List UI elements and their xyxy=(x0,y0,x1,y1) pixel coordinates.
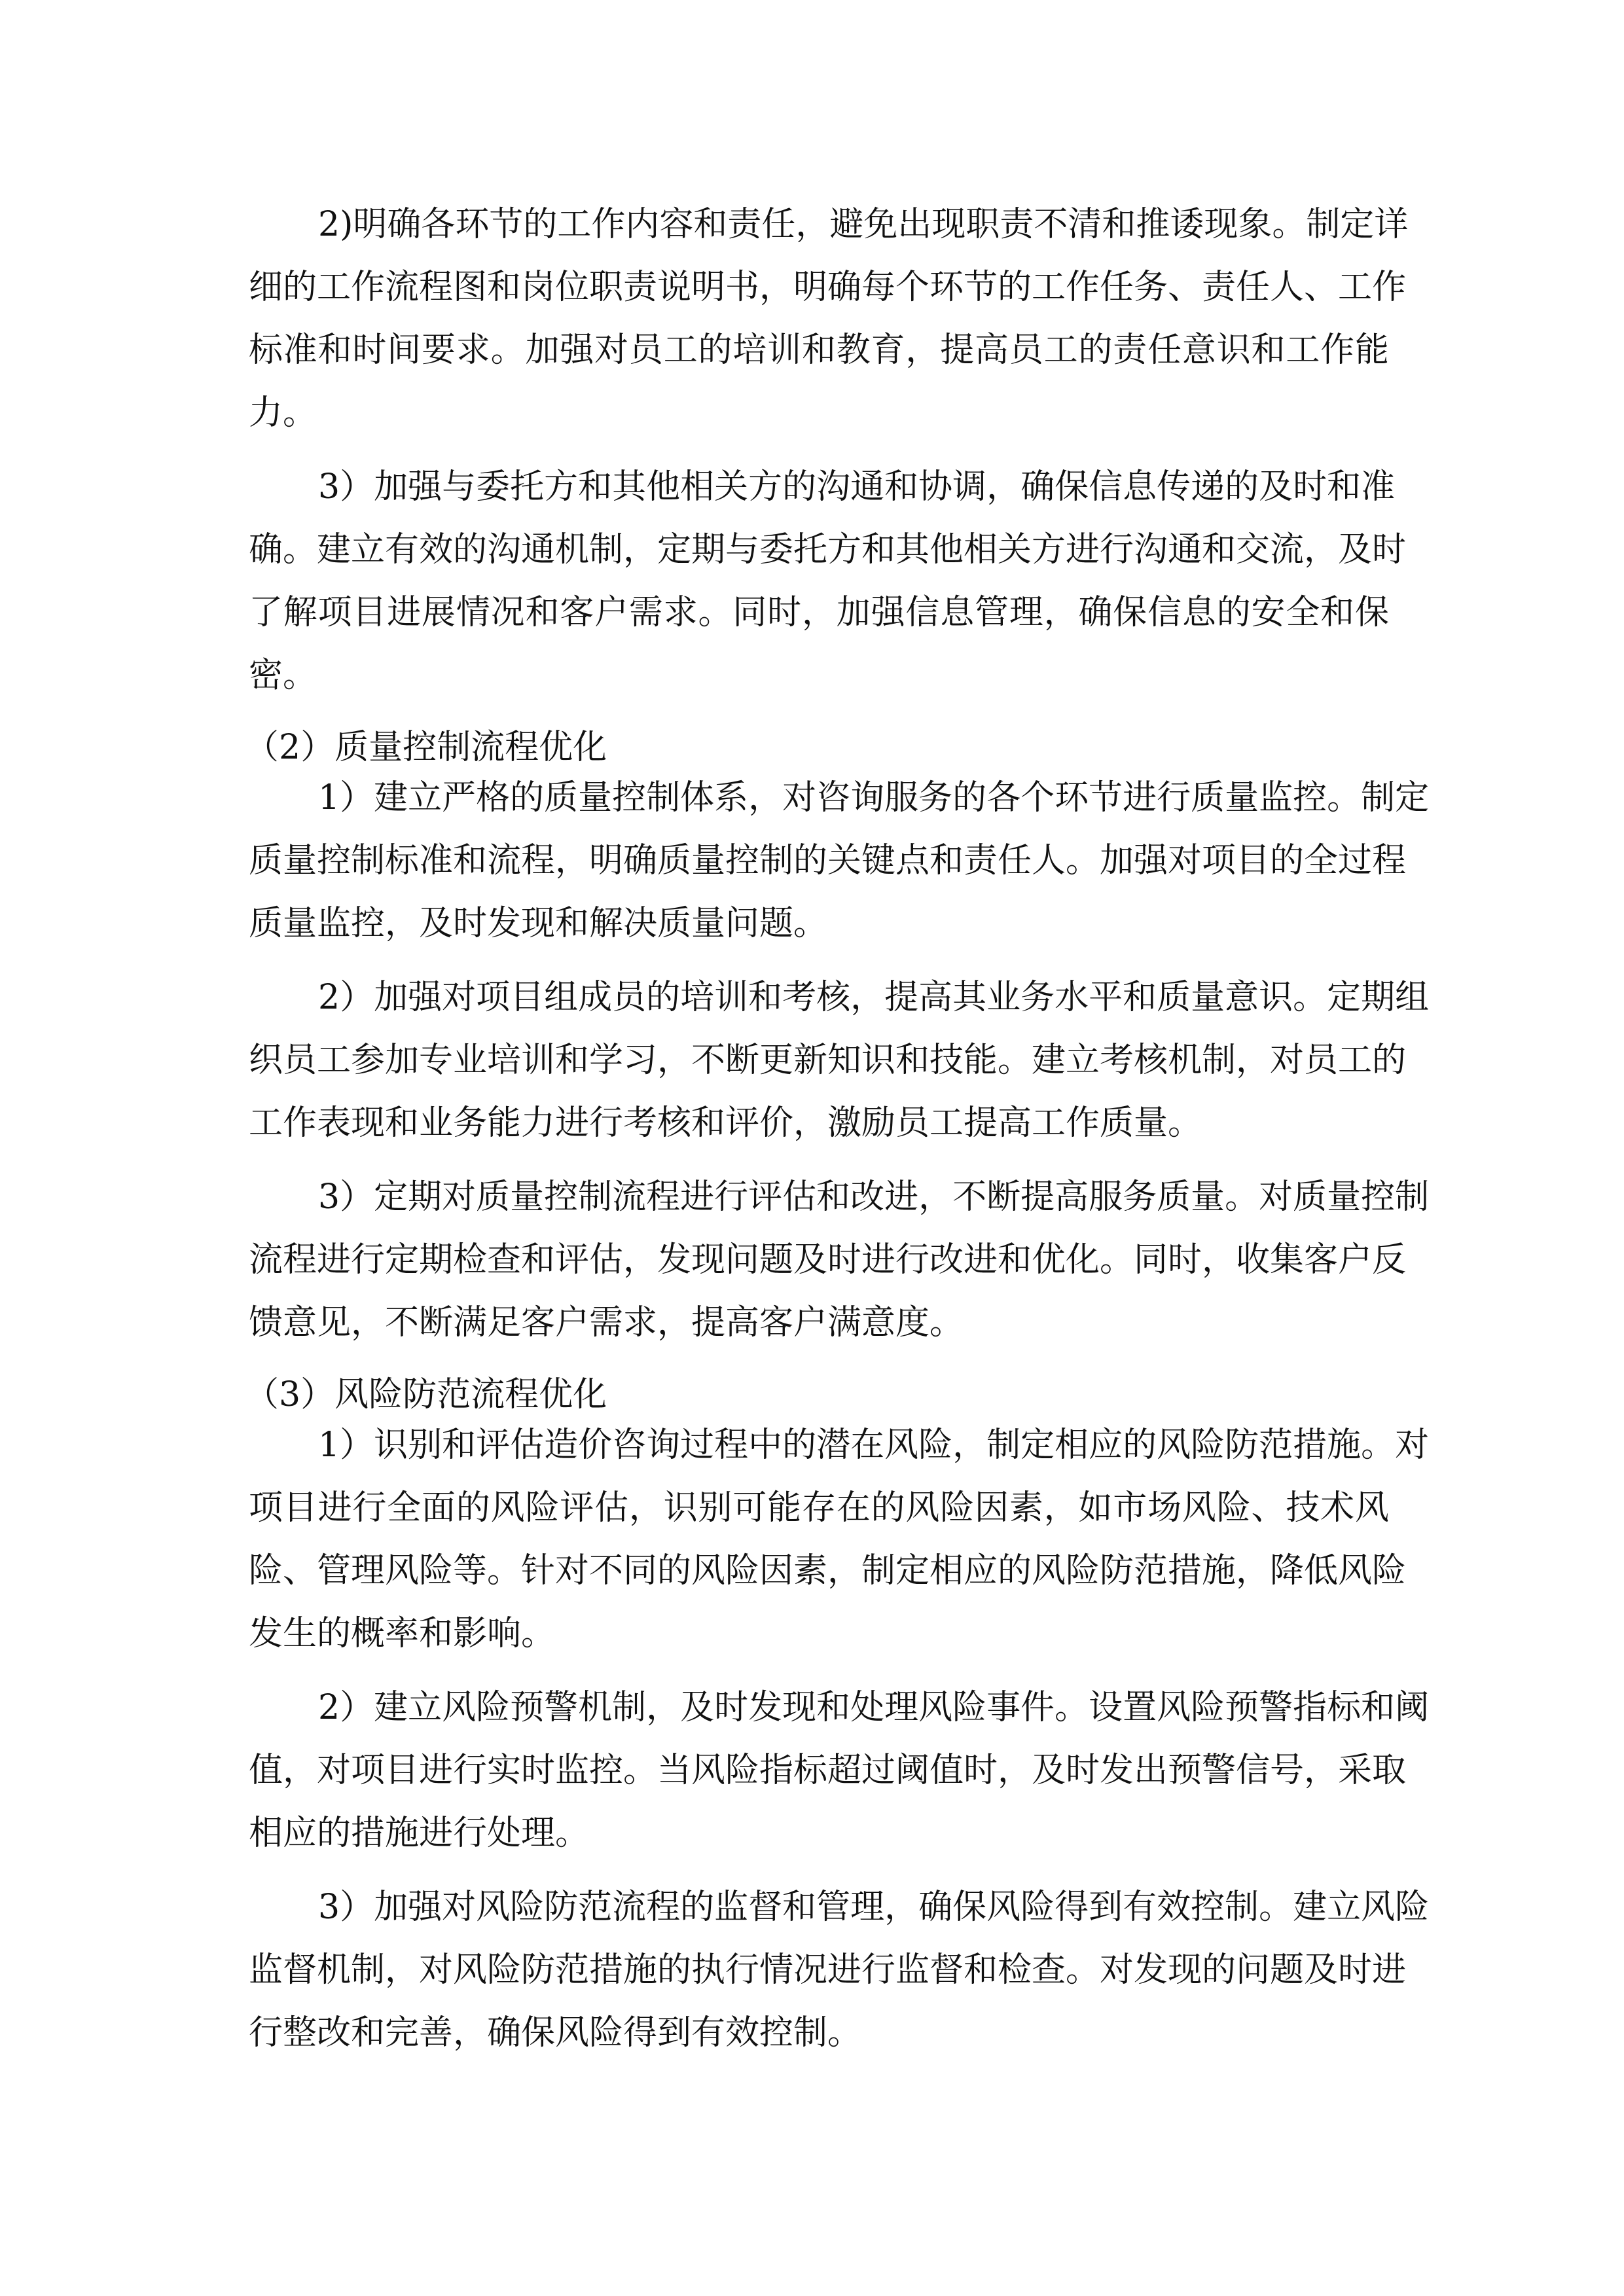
paragraph-line: 馈意见，不断满足客户需求，提高客户满意度。 xyxy=(249,1303,964,1342)
paragraph-line: 项目进行全面的风险评估，识别可能存在的风险因素，如市场风险、技术风 xyxy=(249,1488,1389,1528)
paragraph xyxy=(249,1876,1430,2064)
paragraph-line: 织员工参加专业培训和学习，不断更新知识和技能。建立考核机制，对员工的 xyxy=(249,1041,1407,1080)
paragraph-line: 3）定期对质量控制流程进行评估和改进，不断提高服务质量。对质量控制 xyxy=(318,1177,1430,1217)
paragraph-line: 质量控制标准和流程，明确质量控制的关键点和责任人。加强对项目的全过程 xyxy=(249,841,1407,880)
paragraph-line: 相应的措施进行处理。 xyxy=(249,1814,590,1853)
paragraph-line: 2）加强对项目组成员的培训和考核，提高其业务水平和质量意识。定期组 xyxy=(318,978,1430,1017)
paragraph-line: 质量监控，及时发现和解决质量问题。 xyxy=(249,904,828,943)
paragraph-line: 流程进行定期检查和评估，发现问题及时进行改进和优化。同时，收集客户反 xyxy=(249,1240,1407,1280)
section-heading: （2）质量控制流程优化 xyxy=(245,728,607,767)
paragraph-line: 细的工作流程图和岗位职责说明书，明确每个环节的工作任务、责任人、工作 xyxy=(249,268,1407,307)
paragraph-line: 密。 xyxy=(249,656,317,695)
paragraph-line: 3）加强与委托方和其他相关方的沟通和协调，确保信息传递的及时和准 xyxy=(318,467,1396,507)
paragraph-line: 力。 xyxy=(249,393,317,433)
paragraph-line: 2)明确各环节的工作内容和责任，避免出现职责不清和推诿现象。制定详 xyxy=(318,205,1409,244)
paragraph xyxy=(249,1676,1430,1865)
paragraph-line: 确。建立有效的沟通机制，定期与委托方和其他相关方进行沟通和交流，及时 xyxy=(249,530,1407,569)
paragraph-line: 行整改和完善，确保风险得到有效控制。 xyxy=(249,2013,862,2053)
document-body xyxy=(245,193,1430,2075)
paragraph xyxy=(249,1166,1430,1354)
paragraph-line: 1）建立严格的质量控制体系，对咨询服务的各个环节进行质量监控。制定 xyxy=(318,778,1430,817)
paragraph-line: 了解项目进展情况和客户需求。同时，加强信息管理，确保信息的安全和保 xyxy=(249,593,1389,632)
paragraph-line: 1）识别和评估造价咨询过程中的潜在风险，制定相应的风险防范措施。对 xyxy=(318,1426,1430,1465)
paragraph xyxy=(249,1414,1430,1665)
paragraph xyxy=(249,193,1409,444)
paragraph-line: 标准和时间要求。加强对员工的培训和教育，提高员工的责任意识和工作能 xyxy=(249,331,1389,370)
paragraph-line: 发生的概率和影响。 xyxy=(249,1614,556,1653)
paragraph-line: 险、管理风险等。针对不同的风险因素，制定相应的风险防范措施，降低风险 xyxy=(249,1551,1407,1590)
paragraph-line: 监督机制，对风险防范措施的执行情况进行监督和检查。对发现的问题及时进 xyxy=(249,1950,1407,1990)
paragraph-line: 值，对项目进行实时监控。当风险指标超过阈值时，及时发出预警信号，采取 xyxy=(249,1751,1407,1790)
paragraph-line: 工作表现和业务能力进行考核和评价，激励员工提高工作质量。 xyxy=(249,1103,1202,1143)
paragraph xyxy=(249,966,1430,1155)
paragraph xyxy=(249,766,1430,955)
paragraph-line: 3）加强对风险防范流程的监督和管理，确保风险得到有效控制。建立风险 xyxy=(318,1888,1430,1927)
section-heading: （3）风险防范流程优化 xyxy=(245,1375,607,1414)
paragraph xyxy=(249,456,1407,707)
paragraph-line: 2）建立风险预警机制，及时发现和处理风险事件。设置风险预警指标和阈 xyxy=(318,1688,1430,1727)
